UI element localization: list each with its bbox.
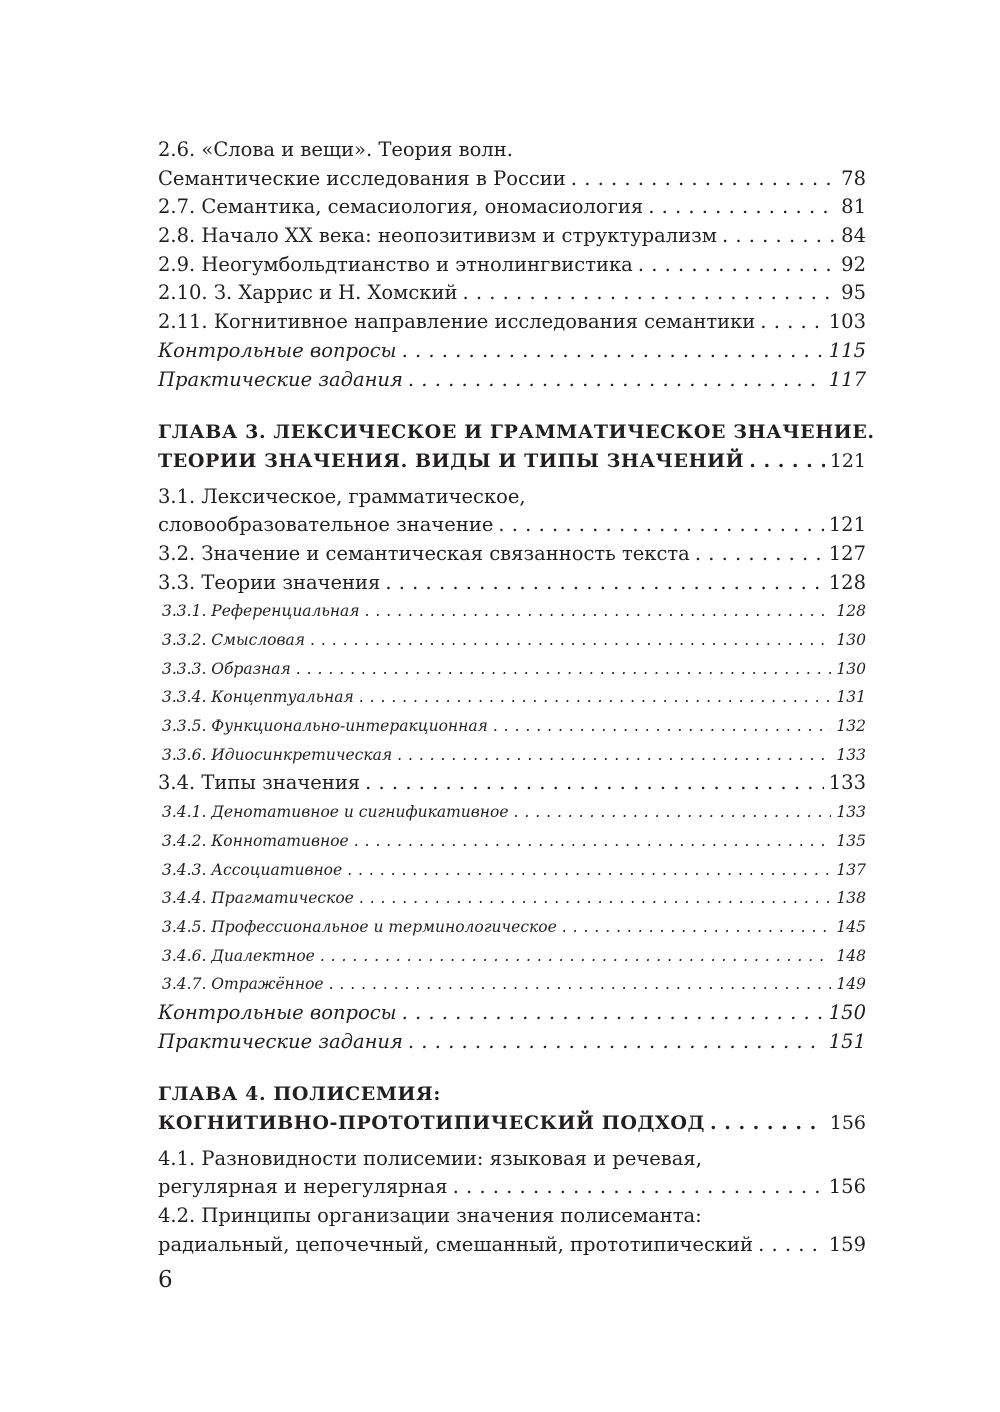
toc-entry-2-7[interactable] [158, 193, 866, 222]
leader-dots [571, 165, 836, 194]
toc-entry-2-6-line2[interactable] [158, 165, 866, 194]
toc-page-number: 138 [836, 889, 866, 908]
toc-page-number: 130 [836, 631, 866, 649]
toc-page-number: 132 [836, 717, 866, 736]
leader-dots [453, 1173, 824, 1202]
toc-entry-3-4-5[interactable] [158, 913, 866, 942]
toc-entry-3-1-line2[interactable] [158, 511, 866, 540]
toc-entry-3-3-4[interactable] [158, 683, 866, 712]
toc-page-number: 156 [829, 1112, 866, 1134]
toc-entry-3-1-line1[interactable] [158, 483, 866, 512]
toc-page-number: 121 [829, 449, 866, 472]
leader-dots [354, 827, 832, 856]
toc-entry-3-4-4[interactable] [158, 884, 866, 913]
toc-entry-title: 3.4. Типы значения [158, 771, 361, 795]
toc-entry-3-2[interactable] [158, 540, 866, 569]
leader-dots [760, 308, 823, 337]
toc-entry-title: 3.3.3. Образная [162, 659, 291, 678]
toc-entry-title: 4.1. Разновидности полисемии: языковая и речевая, [158, 1146, 702, 1170]
toc-entry-ch2-questions[interactable] [158, 337, 866, 366]
toc-page-number: 130 [836, 659, 866, 678]
toc-entry-title: 3.4.4. Прагматическое [162, 889, 354, 908]
toc-page-number: 81 [841, 195, 866, 219]
toc-entry-3-3-1[interactable] [158, 597, 866, 626]
toc-entry-3-4-7[interactable] [158, 970, 866, 999]
toc-page-number: 159 [828, 1232, 866, 1256]
toc-page-number: 103 [828, 310, 866, 334]
toc-entry-3-3[interactable] [158, 569, 866, 598]
toc-entry-title: 2.10. З. Харрис и Н. Хомский [158, 281, 458, 305]
leader-dots [493, 712, 832, 741]
toc-page-number: 145 [836, 917, 866, 936]
toc-entry-title: 2.7. Семантика, семасиология, ономасиология [158, 195, 644, 219]
toc-page-number: 148 [836, 946, 866, 965]
toc-entry-2-6-line1[interactable] [158, 136, 866, 165]
table-of-contents [158, 136, 875, 1259]
toc-page-number: 115 [828, 338, 866, 362]
leader-dots [402, 337, 824, 366]
leader-dots [359, 683, 832, 712]
toc-entry-title: Контрольные вопросы [158, 1000, 397, 1024]
leader-dots [758, 1231, 824, 1260]
toc-entry-title: 2.9. Неогумбольдтианство и этнолингвистика [158, 252, 633, 276]
leader-dots [347, 856, 831, 885]
toc-entry-title: 3.3. Теории значения [158, 570, 381, 594]
toc-entry-title: 3.4.5. Профессиональное и терминологическое [162, 917, 557, 936]
toc-entry-title: 2.6. «Слова и вещи». Теория волн. [158, 138, 513, 161]
toc-page-number: 128 [828, 570, 866, 594]
toc-entry-2-8[interactable] [158, 222, 866, 251]
page-number: 6 [158, 1267, 173, 1293]
leader-dots [749, 447, 825, 476]
toc-entry-3-4-1[interactable] [158, 798, 866, 827]
leader-dots [296, 655, 832, 684]
leader-dots [359, 884, 832, 913]
leader-dots [385, 569, 823, 598]
leader-dots [365, 769, 824, 798]
chapter-4-heading-line2[interactable] [158, 1109, 866, 1138]
toc-entry-title: 2.11. Когнитивное направление исследования семантики [158, 310, 756, 334]
toc-entry-3-4[interactable] [158, 769, 866, 798]
leader-dots [710, 1109, 825, 1138]
toc-entry-title: 3.4.6. Диалектное [162, 946, 315, 965]
leader-dots [408, 366, 824, 395]
toc-entry-title: 3.3.6. Идиосинкретическая [162, 745, 393, 764]
toc-entry-title: 2.8. Начало XX века: неопозитивизм и структурализм [158, 224, 717, 248]
toc-page-number: 127 [828, 541, 866, 565]
toc-entry-title: 3.3.2. Смысловая [162, 631, 306, 649]
leader-dots [320, 942, 832, 971]
toc-entry-3-4-6[interactable] [158, 942, 866, 971]
leader-dots [562, 913, 832, 942]
toc-entry-3-4-3[interactable] [158, 856, 866, 885]
toc-entry-title: 3.4.2. Коннотативное [162, 831, 349, 850]
leader-dots [498, 511, 823, 540]
leader-dots [462, 279, 836, 308]
toc-entry-3-3-5[interactable] [158, 712, 866, 741]
leader-dots [648, 193, 836, 222]
toc-page-number: 133 [836, 745, 866, 764]
toc-entry-title: 3.3.5. Функционально-интеракционная [162, 717, 488, 736]
toc-entry-ch3-tasks[interactable] [158, 1028, 866, 1057]
toc-entry-4-1-line2[interactable] [158, 1173, 866, 1202]
toc-page-number: 133 [828, 771, 866, 795]
toc-page-number: 151 [828, 1029, 866, 1053]
toc-page-number: 117 [828, 367, 866, 391]
leader-dots [638, 251, 836, 280]
toc-page-number: 137 [836, 860, 866, 879]
chapter-heading: ТЕОРИИ ЗНАЧЕНИЯ. ВИДЫ И ТИПЫ ЗНАЧЕНИЙ [158, 449, 745, 472]
toc-entry-title: 3.4.7. Отражённое [162, 975, 324, 994]
toc-page-number: 135 [836, 831, 866, 850]
toc-entry-4-2-line2[interactable] [158, 1231, 866, 1260]
toc-page-number: 149 [836, 975, 866, 994]
leader-dots [397, 741, 831, 770]
toc-page-number: 92 [841, 252, 866, 276]
toc-entry-title: 3.2. Значение и семантическая связанность текста [158, 541, 690, 565]
toc-entry-3-3-6[interactable] [158, 741, 866, 770]
toc-entry-2-10[interactable] [158, 279, 866, 308]
chapter-4-heading-line1[interactable] [158, 1080, 866, 1109]
toc-entry-3-3-3[interactable] [158, 655, 866, 684]
toc-entry-title: Контрольные вопросы [158, 338, 397, 362]
toc-page-number: 95 [841, 281, 866, 305]
toc-entry-title: регулярная и нерегулярная [158, 1175, 448, 1199]
leader-dots [514, 798, 832, 827]
toc-page-number: 131 [836, 688, 866, 707]
leader-dots [408, 1028, 824, 1057]
toc-entry-2-9[interactable] [158, 251, 866, 280]
chapter-heading: ГЛАВА 4. ПОЛИСЕМИЯ: [158, 1083, 441, 1106]
leader-dots [722, 222, 836, 251]
chapter-heading: КОГНИТИВНО-ПРОТОТИПИЧЕСКИЙ ПОДХОД [158, 1112, 705, 1134]
toc-entry-title: 3.1. Лексическое, грамматическое, [158, 484, 526, 508]
toc-entry-2-11[interactable] [158, 308, 866, 337]
toc-entry-title: 4.2. Принципы организации значения полисеманта: [158, 1204, 702, 1228]
toc-entry-title: Практические задания [158, 367, 403, 391]
chapter-3-heading-line1[interactable] [158, 418, 875, 447]
toc-entry-ch3-questions[interactable] [158, 999, 866, 1028]
toc-entry-3-4-2[interactable] [158, 827, 866, 856]
leader-dots [365, 597, 832, 626]
toc-page-number: 150 [828, 1000, 866, 1024]
toc-page-number: 133 [836, 803, 866, 822]
toc-entry-4-1-line1[interactable] [158, 1145, 866, 1174]
toc-entry-title: 3.4.1. Денотативное и сигнификативное [162, 803, 509, 822]
toc-entry-4-2-line1[interactable] [158, 1202, 866, 1231]
toc-page-number: 78 [841, 166, 866, 190]
toc-page-number: 121 [828, 513, 866, 537]
toc-entry-title: 3.4.3. Ассоциативное [162, 860, 343, 879]
toc-entry-title: радиальный, цепочечный, смешанный, прототипический [158, 1232, 754, 1256]
toc-page-number: 84 [841, 224, 866, 248]
toc-entry-title: Семантические исследования в России [158, 166, 566, 190]
leader-dots [310, 626, 831, 655]
chapter-heading: ГЛАВА 3. ЛЕКСИЧЕСКОЕ И ГРАММАТИЧЕСКОЕ ЗНАЧЕНИЕ. [158, 421, 875, 444]
toc-entry-3-3-2[interactable] [158, 626, 866, 655]
leader-dots [695, 540, 824, 569]
toc-page-number: 128 [836, 602, 866, 621]
toc-entry-title: 3.3.4. Концептуальная [162, 688, 354, 707]
toc-entry-ch2-tasks[interactable] [158, 366, 866, 395]
leader-dots [329, 970, 832, 999]
toc-entry-title: Практические задания [158, 1029, 403, 1053]
toc-entry-title: 3.3.1. Референциальная [162, 602, 360, 621]
toc-entry-title: словообразовательное значение [158, 513, 494, 537]
chapter-3-heading-line2[interactable] [158, 447, 866, 476]
leader-dots [402, 999, 824, 1028]
toc-page-number: 156 [828, 1175, 866, 1199]
